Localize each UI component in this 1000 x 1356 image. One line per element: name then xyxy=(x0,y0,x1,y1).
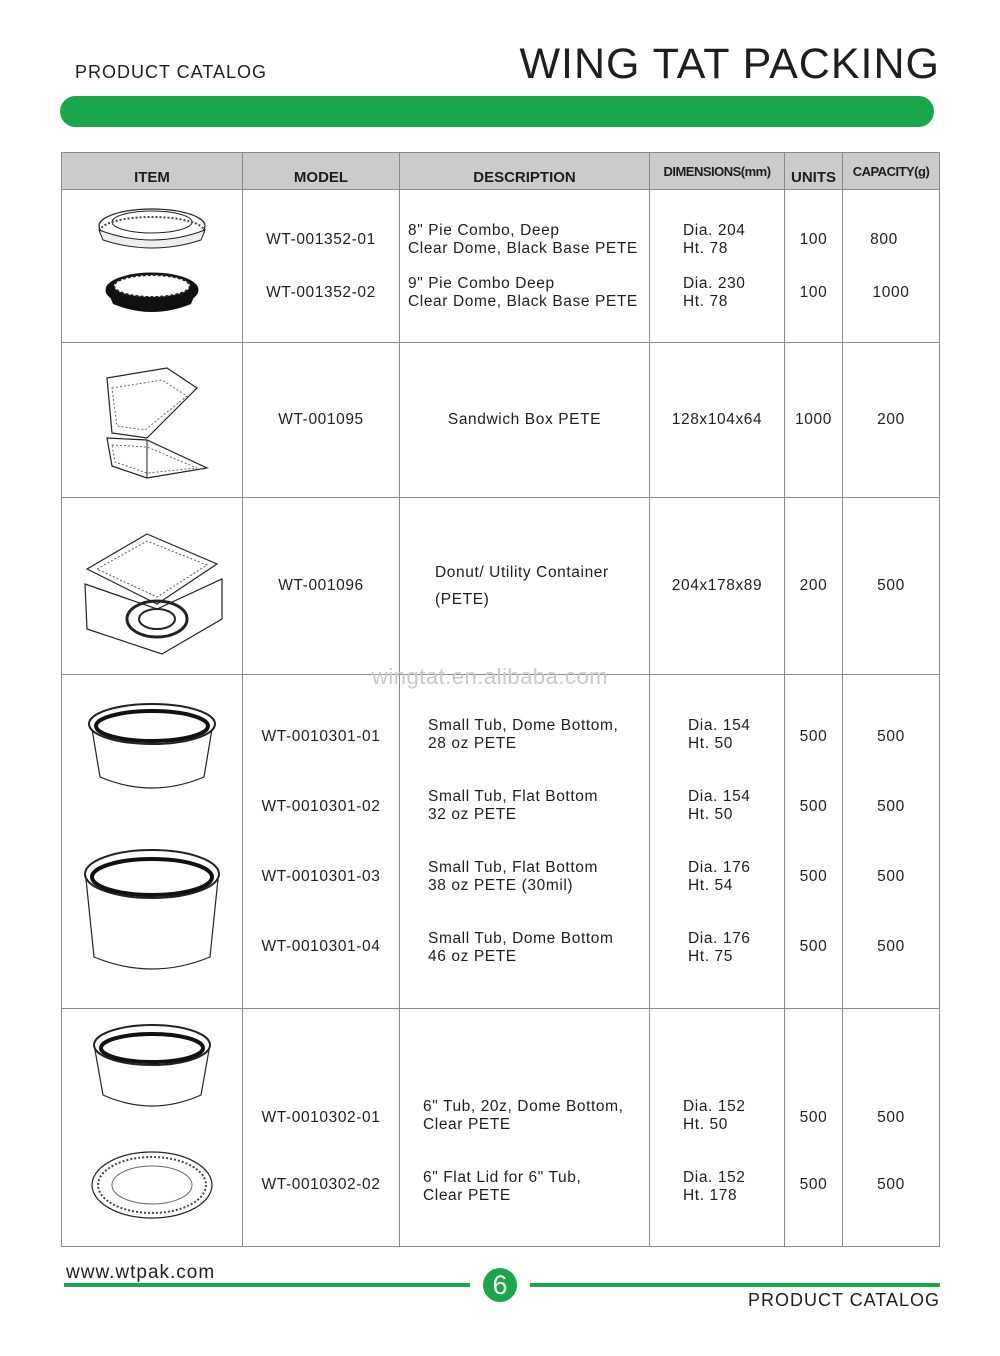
table-row xyxy=(62,498,940,675)
description-line: 46 oz PETE xyxy=(428,948,517,965)
units-value: 500 xyxy=(799,797,828,815)
description-line: 8" Pie Combo, Deep xyxy=(408,221,560,239)
header-divider-bar xyxy=(60,96,934,127)
capacity-value: 500 xyxy=(877,1109,905,1126)
model-value: WT-0010301-01 xyxy=(261,727,381,745)
model-value: WT-0010301-04 xyxy=(261,937,381,955)
product-image-cell xyxy=(62,190,243,343)
dimension-line: Ht. 78 xyxy=(683,292,728,310)
dimension-line: Dia. 176 xyxy=(688,859,751,876)
six-inch-tub-image xyxy=(77,1015,227,1235)
description-line: 6" Flat Lid for 6" Tub, xyxy=(423,1169,582,1186)
description-line: Small Tub, Flat Bottom xyxy=(428,859,598,876)
description-line: 6" Tub, 20z, Dome Bottom, xyxy=(423,1098,624,1115)
footer-divider-left xyxy=(64,1283,470,1287)
model-cell xyxy=(243,675,400,1009)
dimension-line: Ht. 50 xyxy=(683,1116,728,1133)
description-cell xyxy=(400,190,650,343)
description-line: Clear Dome, Black Base PETE xyxy=(408,239,638,257)
dimensions-cell xyxy=(650,190,785,343)
units-value: 500 xyxy=(799,1109,828,1126)
capacity-cell xyxy=(843,1009,940,1247)
description-line: 38 oz PETE (30mil) xyxy=(428,877,574,894)
product-table xyxy=(61,152,940,1247)
description-line: Clear PETE xyxy=(423,1116,511,1133)
units-cell xyxy=(785,1009,843,1247)
units-value: 100 xyxy=(799,283,828,301)
dimension-line: Dia. 176 xyxy=(688,930,751,947)
dimension-line: Dia. 230 xyxy=(683,274,746,292)
product-image-cell xyxy=(62,343,243,498)
description-cell xyxy=(400,343,650,498)
dimension-line: Dia. 154 xyxy=(688,788,751,805)
dimension-line: Ht. 54 xyxy=(688,877,733,894)
units-cell xyxy=(785,190,843,343)
description-line: Clear PETE xyxy=(423,1187,511,1204)
description-line: Small Tub, Dome Bottom, xyxy=(428,717,619,734)
page-number-badge: 6 xyxy=(483,1268,517,1302)
dimension-line: Dia. 154 xyxy=(688,717,751,734)
product-image-cell xyxy=(62,1009,243,1247)
description-line: Donut/ Utility Container xyxy=(435,563,609,581)
description-line: 28 oz PETE xyxy=(428,735,517,752)
model-value: WT-001095 xyxy=(278,411,364,428)
donut-container-image xyxy=(77,509,227,659)
table-header-row xyxy=(62,153,940,190)
description-line: Clear Dome, Black Base PETE xyxy=(408,292,638,310)
column-header-dimensions: DIMENSIONS(mm) xyxy=(650,153,785,190)
capacity-cell xyxy=(843,343,940,498)
dimensions-cell xyxy=(650,498,785,675)
dimension-line: Ht. 78 xyxy=(683,239,728,257)
description-cell xyxy=(400,498,650,675)
units-value: 500 xyxy=(799,1176,828,1193)
capacity-cell xyxy=(843,190,940,343)
units-cell xyxy=(785,675,843,1009)
model-cell xyxy=(243,343,400,498)
capacity-value: 500 xyxy=(877,1176,905,1193)
capacity-value: 500 xyxy=(877,727,905,745)
column-header-item: ITEM xyxy=(62,153,243,190)
model-value: WT-0010302-01 xyxy=(261,1109,381,1126)
model-cell xyxy=(243,190,400,343)
capacity-value: 500 xyxy=(877,577,905,594)
dimension-line: Ht. 50 xyxy=(688,806,733,823)
description-line: Sandwich Box PETE xyxy=(447,411,602,428)
dimension-line: Dia. 152 xyxy=(683,1169,746,1186)
capacity-value: 500 xyxy=(877,867,905,885)
dimensions-cell xyxy=(650,343,785,498)
dimensions-cell xyxy=(650,675,785,1009)
units-value: 500 xyxy=(799,937,828,955)
footer-website-link[interactable]: www.wtpak.com xyxy=(66,1262,216,1283)
units-cell xyxy=(785,343,843,498)
description-line: 9" Pie Combo Deep xyxy=(408,274,555,292)
product-image-cell xyxy=(62,498,243,675)
sandwich-box-image xyxy=(87,348,217,488)
description-line: 32 oz PETE xyxy=(428,806,517,823)
dimension-line: Ht. 75 xyxy=(688,948,733,965)
units-value: 1000 xyxy=(795,411,832,428)
brand-name: WING TAT PACKING xyxy=(519,40,940,88)
capacity-cell xyxy=(843,675,940,1009)
units-value: 200 xyxy=(799,577,828,594)
model-value: WT-001352-02 xyxy=(266,283,376,301)
description-line: Small Tub, Dome Bottom xyxy=(428,930,614,947)
units-value: 100 xyxy=(799,230,828,248)
description-line: Small Tub, Flat Bottom xyxy=(428,788,598,805)
table-row xyxy=(62,1009,940,1247)
description-cell xyxy=(400,675,650,1009)
dimensions-cell xyxy=(650,1009,785,1247)
units-cell xyxy=(785,498,843,675)
model-value: WT-0010302-02 xyxy=(261,1176,381,1193)
capacity-value: 500 xyxy=(877,797,905,815)
dimension-line: Ht. 178 xyxy=(683,1187,738,1204)
table-row xyxy=(62,675,940,1009)
catalog-title: PRODUCT CATALOG xyxy=(75,62,268,82)
units-value: 500 xyxy=(799,867,828,885)
dimension-line: 128x104x64 xyxy=(671,411,763,428)
dimension-line: Ht. 50 xyxy=(688,735,733,752)
table-row xyxy=(62,343,940,498)
dimension-line: Dia. 204 xyxy=(683,221,746,239)
column-header-model: MODEL xyxy=(243,153,400,190)
units-value: 500 xyxy=(799,727,828,745)
model-value: WT-001096 xyxy=(278,577,364,594)
column-header-units: UNITS xyxy=(785,153,843,190)
capacity-value: 1000 xyxy=(872,283,910,301)
capacity-cell xyxy=(843,498,940,675)
footer-catalog-title: PRODUCT CATALOG xyxy=(747,1290,940,1310)
dimension-line: 204x178x89 xyxy=(671,577,763,594)
table-row xyxy=(62,190,940,343)
model-cell xyxy=(243,498,400,675)
capacity-value: 200 xyxy=(877,411,905,428)
product-image-cell xyxy=(62,675,243,1009)
description-cell xyxy=(400,1009,650,1247)
column-header-description: DESCRIPTION xyxy=(400,153,650,190)
model-value: WT-001352-01 xyxy=(266,230,376,248)
watermark-text: wingtat.en.alibaba.com xyxy=(372,664,609,689)
capacity-value: 500 xyxy=(877,937,905,955)
capacity-value: 800 xyxy=(870,230,898,248)
footer-divider-right xyxy=(530,1283,940,1287)
model-value: WT-0010301-02 xyxy=(261,797,381,815)
pie-combo-image xyxy=(77,194,227,334)
description-line: (PETE) xyxy=(435,590,490,608)
model-cell xyxy=(243,1009,400,1247)
dimension-line: Dia. 152 xyxy=(683,1098,746,1115)
column-header-capacity: CAPACITY(g) xyxy=(843,153,940,190)
small-tubs-image xyxy=(72,689,232,989)
model-value: WT-0010301-03 xyxy=(261,867,381,885)
